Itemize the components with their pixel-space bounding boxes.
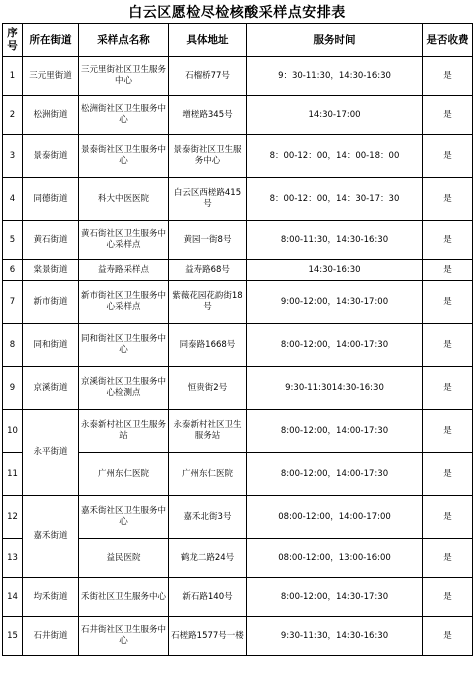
cell-street: 石井街道 <box>23 617 79 656</box>
cell-num: 4 <box>3 178 23 221</box>
cell-fee: 是 <box>423 617 473 656</box>
cell-time: 8：00-12：00，14：30-17：30 <box>247 178 423 221</box>
cell-point: 益寿路采样点 <box>79 260 169 281</box>
cell-point: 嘉禾街社区卫生服务中心 <box>79 496 169 539</box>
cell-address: 鹤龙二路24号 <box>169 539 247 578</box>
cell-address: 恒贵街2号 <box>169 367 247 410</box>
cell-num: 13 <box>3 539 23 578</box>
cell-fee: 是 <box>423 96 473 135</box>
cell-point: 永泰新村社区卫生服务站 <box>79 410 169 453</box>
cell-num: 7 <box>3 281 23 324</box>
cell-time: 08:00-12:00，14:00-17:00 <box>247 496 423 539</box>
sampling-schedule-table <box>2 23 473 656</box>
cell-fee: 是 <box>423 135 473 178</box>
cell-street: 黄石街道 <box>23 221 79 260</box>
cell-street: 三元里街道 <box>23 57 79 96</box>
cell-point: 广州东仁医院 <box>79 453 169 496</box>
cell-time: 8:00-12:00，14:00-17:30 <box>247 453 423 496</box>
header-point: 采样点名称 <box>79 24 169 57</box>
cell-point: 禾街社区卫生服务中心 <box>79 578 169 617</box>
cell-street: 京溪街道 <box>23 367 79 410</box>
cell-num: 2 <box>3 96 23 135</box>
cell-street: 均禾街道 <box>23 578 79 617</box>
cell-time: 8：00-12：00，14：00-18：00 <box>247 135 423 178</box>
cell-address: 广州东仁医院 <box>169 453 247 496</box>
cell-time: 8:00-12:00，14:00-17:30 <box>247 410 423 453</box>
cell-num: 1 <box>3 57 23 96</box>
cell-fee: 是 <box>423 324 473 367</box>
table-row <box>3 324 473 367</box>
cell-time: 14:30-17:00 <box>247 96 423 135</box>
cell-fee: 是 <box>423 453 473 496</box>
cell-time: 9：30-11:30，14:30-16:30 <box>247 57 423 96</box>
cell-time: 8:00-11:30，14:30-16:30 <box>247 221 423 260</box>
cell-num: 9 <box>3 367 23 410</box>
cell-point: 三元里街社区卫生服务中心 <box>79 57 169 96</box>
cell-street: 松洲街道 <box>23 96 79 135</box>
cell-address: 嘉禾北街3号 <box>169 496 247 539</box>
header-row <box>3 24 473 57</box>
table-row <box>3 96 473 135</box>
header-time: 服务时间 <box>247 24 423 57</box>
header-num: 序号 <box>3 24 23 57</box>
cell-address: 增槎路345号 <box>169 96 247 135</box>
cell-time: 08:00-12:00，13:00-16:00 <box>247 539 423 578</box>
cell-address: 紫薇花园花韵街18号 <box>169 281 247 324</box>
cell-fee: 是 <box>423 57 473 96</box>
table-row <box>3 410 473 453</box>
cell-fee: 是 <box>423 367 473 410</box>
header-street: 所在街道 <box>23 24 79 57</box>
cell-street-merged: 嘉禾街道 <box>23 496 79 578</box>
table-row <box>3 221 473 260</box>
cell-address: 同泰路1668号 <box>169 324 247 367</box>
cell-street: 景泰街道 <box>23 135 79 178</box>
cell-street-merged: 永平街道 <box>23 410 79 496</box>
cell-time: 14:30-16:30 <box>247 260 423 281</box>
cell-address: 永泰新村社区卫生服务站 <box>169 410 247 453</box>
cell-fee: 是 <box>423 260 473 281</box>
cell-point: 新市街社区卫生服务中心采样点 <box>79 281 169 324</box>
table-row <box>3 178 473 221</box>
cell-street: 新市街道 <box>23 281 79 324</box>
cell-address: 新石路140号 <box>169 578 247 617</box>
table-row <box>3 135 473 178</box>
cell-street: 同德街道 <box>23 178 79 221</box>
cell-time: 8:00-12:00，14:00-17:30 <box>247 324 423 367</box>
table-row <box>3 57 473 96</box>
header-address: 具体地址 <box>169 24 247 57</box>
cell-num: 14 <box>3 578 23 617</box>
cell-fee: 是 <box>423 578 473 617</box>
table-row <box>3 260 473 281</box>
cell-point: 黄石街社区卫生服务中心采样点 <box>79 221 169 260</box>
cell-num: 8 <box>3 324 23 367</box>
cell-point: 京溪街社区卫生服务中心检测点 <box>79 367 169 410</box>
cell-point: 同和街社区卫生服务中心 <box>79 324 169 367</box>
cell-street: 棠景街道 <box>23 260 79 281</box>
cell-point: 松洲街社区卫生服务中心 <box>79 96 169 135</box>
table-row <box>3 578 473 617</box>
header-fee: 是否收费 <box>423 24 473 57</box>
cell-fee: 是 <box>423 410 473 453</box>
cell-time: 9:30-11:3014:30-16:30 <box>247 367 423 410</box>
cell-num: 11 <box>3 453 23 496</box>
cell-address: 石槎路1577号一楼 <box>169 617 247 656</box>
cell-point: 石井街社区卫生服务中心 <box>79 617 169 656</box>
cell-point: 景泰街社区卫生服务中心 <box>79 135 169 178</box>
cell-num: 15 <box>3 617 23 656</box>
cell-num: 10 <box>3 410 23 453</box>
cell-point: 益民医院 <box>79 539 169 578</box>
cell-fee: 是 <box>423 496 473 539</box>
cell-address: 白云区西槎路415号 <box>169 178 247 221</box>
cell-time: 9:00-12:00，14:30-17:00 <box>247 281 423 324</box>
cell-fee: 是 <box>423 221 473 260</box>
cell-num: 6 <box>3 260 23 281</box>
table-row <box>3 496 473 539</box>
cell-fee: 是 <box>423 178 473 221</box>
cell-num: 12 <box>3 496 23 539</box>
cell-fee: 是 <box>423 539 473 578</box>
cell-address: 景泰街社区卫生服务中心 <box>169 135 247 178</box>
cell-num: 5 <box>3 221 23 260</box>
cell-address: 黄园一街8号 <box>169 221 247 260</box>
cell-fee: 是 <box>423 281 473 324</box>
cell-time: 8:00-12:00，14:30-17:30 <box>247 578 423 617</box>
table-row <box>3 617 473 656</box>
document-title: 白云区愿检尽检核酸采样点安排表 <box>128 5 346 21</box>
cell-street: 同和街道 <box>23 324 79 367</box>
table-row <box>3 367 473 410</box>
table-row <box>3 281 473 324</box>
cell-num: 3 <box>3 135 23 178</box>
cell-address: 益寿路68号 <box>169 260 247 281</box>
cell-address: 石榴桥77号 <box>169 57 247 96</box>
cell-time: 9:30-11:30，14:30-16:30 <box>247 617 423 656</box>
cell-point: 科大中医医院 <box>79 178 169 221</box>
